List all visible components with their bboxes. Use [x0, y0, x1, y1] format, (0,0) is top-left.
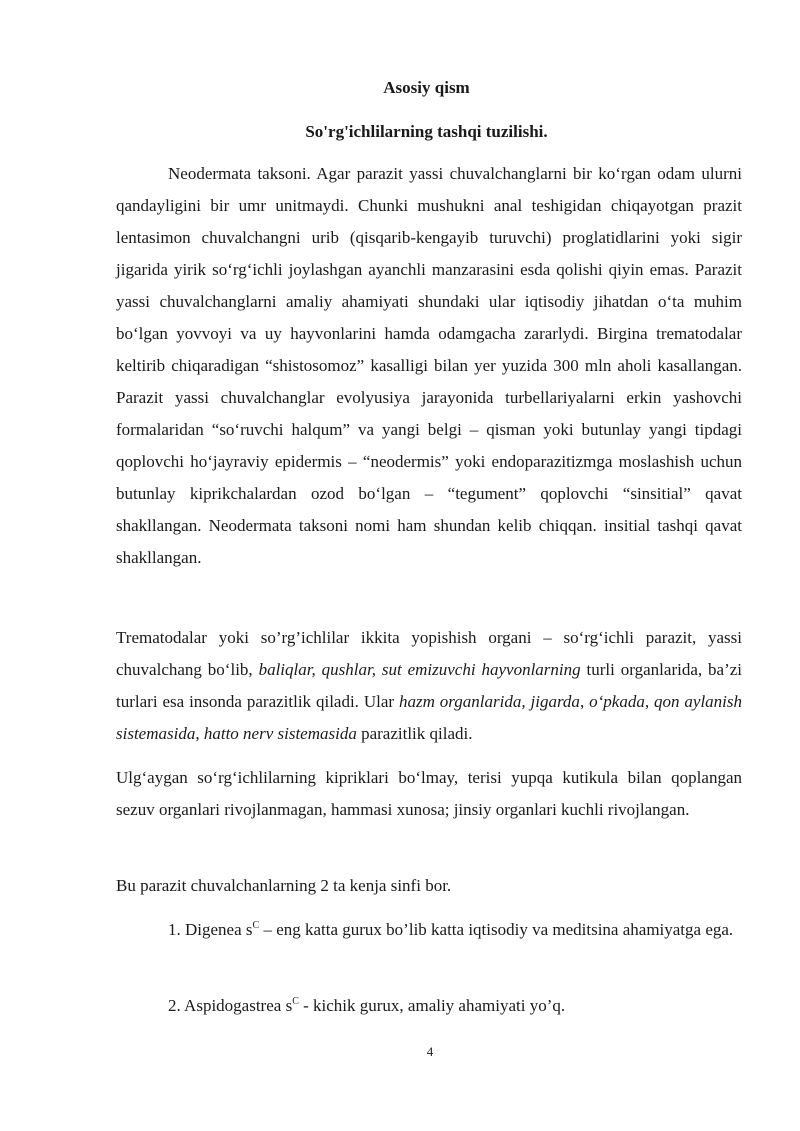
italic-run: hazm organlarida, jigarda	[398, 692, 580, 711]
paragraph-kenja-sinf: Bu parazit chuvalchanlarning 2 ta kenja sinfi bor.	[116, 876, 452, 895]
text-run: ,	[195, 724, 204, 743]
list-item-aspidogastrea	[116, 990, 742, 1022]
text-run: ,	[579, 692, 590, 711]
text-run: parazitlik qiladi.	[356, 724, 473, 743]
superscript: C	[292, 996, 299, 1007]
item-text: – eng katta gurux bo’lib katta iqtisodiy va meditsina ahamiyatga ega.	[259, 920, 734, 939]
text-run: Trematodalar yoki so’rg’ichlilar ikkita yopishish organi – so‘rg‘ichli parazit, yassi chuvalchang bo‘lib,	[116, 628, 742, 679]
text-run: turli organlarida, ba’zi turlari esa insonda parazitlik qiladi. Ular	[116, 660, 743, 711]
paragraph-ulgaygan: Ulg‘aygan so‘rg‘ichlilarning kipriklari bo‘lmay, terisi yupqa kutikula bilan qoplangan sezuv organlari rivojlanmagan, hammasi xunosa; jinsiy organlari kuchli rivojlangan.	[116, 768, 742, 819]
item-text: 1. Digenea s	[168, 920, 253, 939]
section-subheading: So'rg'ichlilarning tashqi tuzilishi.	[305, 122, 548, 141]
paragraph-neodermata: Neodermata taksoni. Agar parazit yassi chuvalchanglarni bir ko‘rgan odam ulurni qandayligini bir umr unitmaydi. Chunki mushukni anal teshigidan chiqayotgan prazit lentasimon chuvalchangni urib (qisqarib-kengayib turuvchi) proglatidlarini yoki sigir jigarida yirik so‘rg‘ichli joylashgan ayanchli manzarasini esda qolishi qiyin emas. Parazit yassi chuvalchanglarni amaliy ahamiyati shundaki ular iqtisodiy jihatdan o‘ta muhim bo‘lgan yovvoyi va uy hayvonlarini hamda odamgacha zararlydi. Birgina trematodalar keltirib chiqaradigan “shistosomoz” kasalligi bilan yer yuzida 300 mln aholi kasallangan. Parazit yassi chuvalchanglar evolyusiya jarayonida turbellariyalarni erkin yashovchi formalaridan “so‘ruvchi halqum” va yangi belgi – qisman yoki butunlay yangi tipdagi qoplovchi ho‘jayraviy epidermis – “neodermis” yoki endoparazitizmga moslashish uchun butunlay kiprikchalardan ozod bo‘lgan – “tegument” qoplovchi “sinsitial” qavat shakllangan. Neodermata taksoni nomi ham shundan kelib chiqqan. insitial tashqi qavat shakllangan.	[116, 164, 742, 567]
item-text: 2. Aspidogastrea s	[168, 996, 293, 1015]
item-text: - kichik gurux, amaliy ahamiyati yo’q.	[298, 996, 566, 1015]
paragraph-trematodalar	[116, 622, 742, 750]
page-number: 4	[426, 1044, 434, 1059]
section-heading: Asosiy qism	[383, 78, 470, 97]
list-item-digenea	[116, 914, 742, 946]
text-run: ,	[644, 692, 654, 711]
italic-run: hatto nerv sistemasida	[203, 724, 357, 743]
italic-run: o‘pkada	[589, 692, 645, 711]
italic-run: baliqlar, qushlar, sut emizuvchi hayvonlarning	[258, 660, 581, 679]
italic-run: qon aylanish sistemasida	[116, 692, 743, 743]
superscript: C	[252, 920, 260, 931]
